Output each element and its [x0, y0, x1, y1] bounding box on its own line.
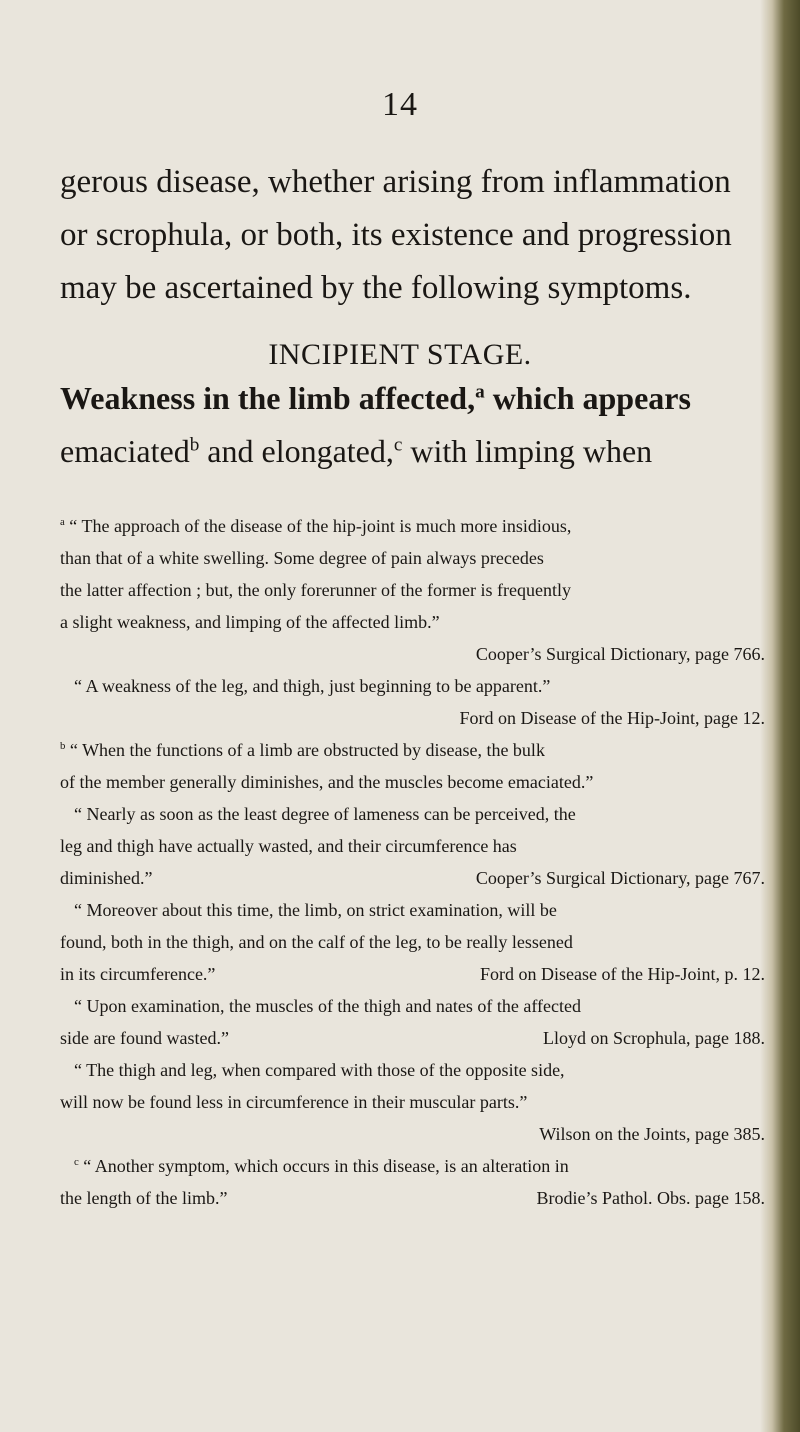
main-line-2: or scrophula, or both, its existence and progression — [60, 217, 732, 253]
footnote-text: “ The approach of the disease of the hip-joint is much more insidious, — [69, 516, 572, 536]
footnote-b-line-1 — [60, 734, 765, 766]
footnote-c-line-2 — [60, 1182, 765, 1214]
footnote-c-line-1 — [60, 1150, 765, 1182]
footnote-b-line-10 — [60, 1022, 765, 1054]
main-line-1: gerous disease, whether arising from inflammation — [60, 164, 731, 200]
main-line-3: may be ascertained by the following symptoms. — [60, 270, 692, 306]
footnote-b-line-9: “ Upon examination, the muscles of the thigh and nates of the affected — [74, 996, 582, 1016]
footnote-a-marker: a — [60, 516, 65, 528]
footnote-a-line-4: a slight weakness, and limping of the affected limb.” — [60, 612, 440, 632]
footnote-b-line-8 — [60, 958, 765, 990]
citation: Cooper’s Surgical Dictionary, page 767. — [475, 868, 765, 888]
footnote-a-line-2: than that of a white swelling. Some degree of pain always precedes — [60, 548, 544, 568]
footnote-b-line-11: “ The thigh and leg, when compared with those of the opposite side, — [74, 1060, 565, 1080]
stage-text-d: and elongated, — [199, 433, 394, 469]
stage-text-e: with limping when — [402, 433, 653, 469]
stage-text-b: which appears — [484, 380, 691, 416]
footnote-a-quote-2: “ A weakness of the leg, and thigh, just beginning to be apparent.” — [74, 676, 551, 696]
stage-heading: INCIPIENT STAGE. — [268, 338, 532, 371]
main-paragraph — [60, 156, 760, 315]
footnote-b-marker: b — [60, 740, 66, 752]
footnote-a-line-1 — [60, 510, 765, 542]
footnote-text: “ When the functions of a limb are obstructed by disease, the bulk — [69, 740, 545, 760]
footnote-b-line-5 — [60, 862, 765, 894]
footnote-ref-c: c — [393, 434, 403, 456]
footnote-text: the length of the limb.” — [60, 1188, 228, 1208]
footnote-text: in its circumference.” — [60, 964, 216, 984]
stage-line-2 — [60, 425, 760, 478]
citation: Ford on Disease of the Hip-Joint, p. 12. — [480, 964, 765, 984]
stage-text-a: Weakness in the limb affected, — [60, 380, 476, 416]
footnote-text: diminished.” — [60, 868, 153, 888]
footnote-b-line-12: will now be found less in circumference in their muscular parts.” — [60, 1092, 528, 1112]
stage-paragraph — [60, 372, 760, 478]
footnote-text: side are found wasted.” — [60, 1028, 229, 1048]
citation: Lloyd on Scrophula, page 188. — [543, 1028, 765, 1048]
footnote-b-line-2: of the member generally diminishes, and the muscles become emaciated.” — [60, 772, 594, 792]
footnotes — [60, 510, 765, 1214]
footnote-b-line-4: leg and thigh have actually wasted, and their circumference has — [60, 836, 517, 856]
footnote-ref-b: b — [189, 434, 200, 456]
footnote-b-line-7: found, both in the thigh, and on the calf of the leg, to be really lessened — [60, 932, 573, 952]
footnote-b-line-6: “ Moreover about this time, the limb, on strict examination, will be — [74, 900, 557, 920]
footnote-a-line-3: the latter affection ; but, the only forerunner of the former is frequently — [60, 580, 571, 600]
citation: Wilson on the Joints, page 385. — [539, 1124, 765, 1144]
citation: Cooper’s Surgical Dictionary, page 766. — [475, 644, 765, 664]
footnote-ref-a: a — [475, 381, 485, 403]
footnote-c-marker: c — [74, 1156, 79, 1168]
footnote-text: “ Another symptom, which occurs in this disease, is an alteration in — [83, 1156, 569, 1176]
page-edge-shadow — [760, 0, 800, 1432]
stage-text-c: emaciated — [60, 433, 190, 469]
citation: Brodie’s Pathol. Obs. page 158. — [536, 1188, 765, 1208]
footnote-b-line-3: “ Nearly as soon as the least degree of lameness can be perceived, the — [74, 804, 576, 824]
stage-line-1 — [60, 372, 760, 425]
citation: Ford on Disease of the Hip-Joint, page 12. — [459, 708, 765, 728]
page-number: 14 — [382, 86, 418, 123]
